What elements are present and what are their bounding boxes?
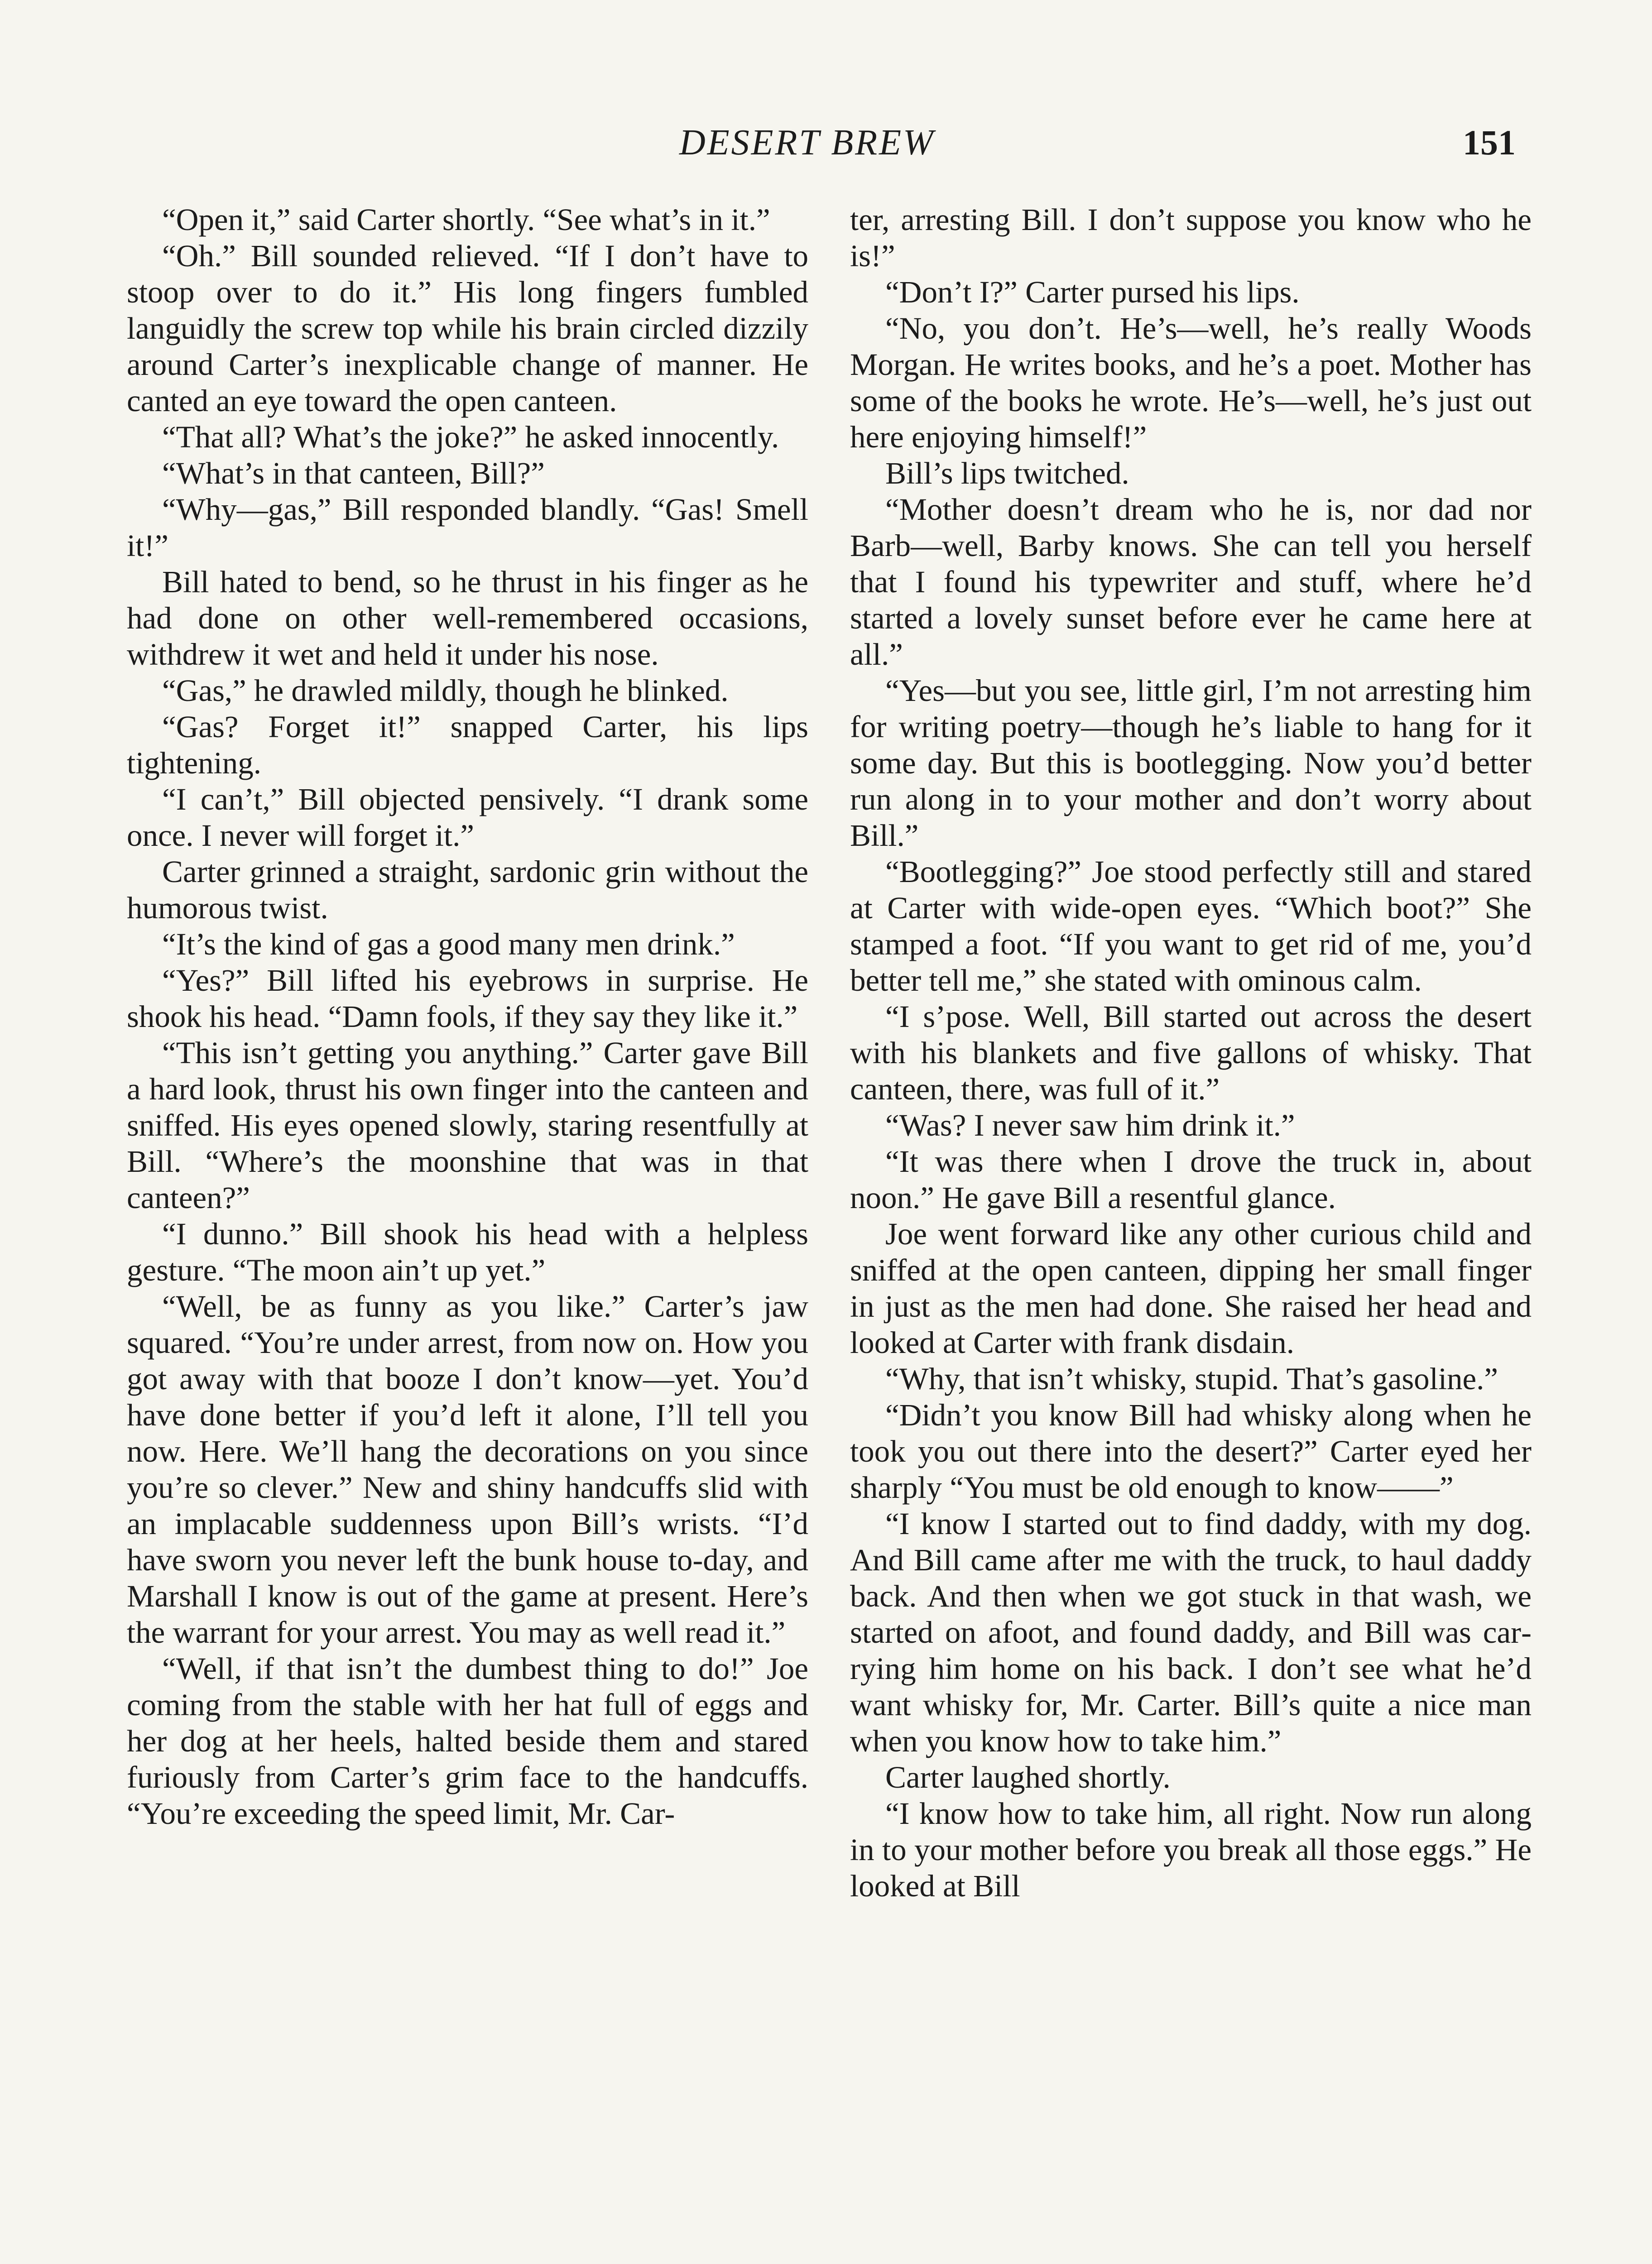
paragraph: ter, arresting Bill. I don’t suppose you know who he is!”	[850, 202, 1532, 273]
paragraph: “Yes—but you see, little girl, I’m not arresting him for writing poetry—though he’s liable to hang for it some day. But this is bootlegging. Now you’d better run along in to your mother and don’t worry about Bill.”	[850, 673, 1532, 853]
paragraph: “Bootlegging?” Joe stood perfectly still and stared at Carter with wide-open eyes. “Which boot?” She stamped a foot. “If you want to get rid of me, you’d better tell me,” she stated with ominous calm.	[850, 854, 1532, 998]
paragraph: “I can’t,” Bill objected pensively. “I drank some once. I never will forget it.”	[127, 782, 808, 853]
paragraph: “Open it,” said Carter shortly. “See what’s in it.”	[162, 202, 770, 237]
paragraph: “Why, that isn’t whisky, stupid. That’s gasoline.”	[885, 1362, 1498, 1396]
paragraph: “Didn’t you know Bill had whisky along when he took you out there into the desert?” Carter eyed her sharply “You must be old enough to know——”	[850, 1398, 1532, 1505]
page-header	[679, 122, 1313, 172]
right-text-column	[850, 201, 1532, 1904]
paragraph: Bill hated to bend, so he thrust in his finger as he had done on other well-remembered occasions, withdrew it wet and held it under his nose.	[127, 565, 808, 672]
paragraph: “It was there when I drove the truck in, about noon.” He gave Bill a resentful glance.	[850, 1144, 1532, 1215]
paragraph: “It’s the kind of gas a good many men drink.”	[162, 927, 735, 961]
paragraph: “Gas? Forget it!” snapped Carter, his lips tightening.	[127, 710, 808, 780]
running-title: DESERT BREW	[679, 123, 935, 163]
paragraph: “Mother doesn’t dream who he is, nor dad nor Barb—well, Barby knows. She can tell you herself that I found his typewriter and stuff, where he’d started a lovely sunset before ever he came here at all.”	[850, 492, 1532, 672]
left-text-column	[127, 201, 808, 1832]
paragraph: “No, you don’t. He’s—well, he’s really Woods Morgan. He writes books, and he’s a poet. Mother has some of the books he wrote. He’s—well, he’s just out here enjoying himself!”	[850, 311, 1532, 454]
paragraph: “What’s in that canteen, Bill?”	[162, 456, 545, 490]
paragraph: “Was? I never saw him drink it.”	[885, 1108, 1295, 1142]
paragraph: “Yes?” Bill lifted his eyebrows in surprise. He shook his head. “Damn fools, if they say they like it.”	[127, 963, 808, 1034]
paragraph: “Why—gas,” Bill responded blandly. “Gas! Smell it!”	[127, 492, 808, 563]
paragraph: “I know I started out to find daddy, with my dog. And Bill came after me with the truck, to haul daddy back. And then when we got stuck in that wash, we started on afoot, and found daddy, and Bill was carrying him home on his back. I don’t see what he’d want whisky for, Mr. Carter. Bill’s quite a nice man when you know how to take him.”	[850, 1506, 1532, 1758]
paragraph: “Well, if that isn’t the dumbest thing to do!” Joe coming from the stable with her hat full of eggs and her dog at her heels, halted beside them and stared furiously from Carter’s grim face to the handcuffs. “You’re exceeding the speed limit, Mr. Car-	[127, 1651, 808, 1831]
paragraph: Carter laughed shortly.	[885, 1760, 1171, 1794]
paragraph: “I dunno.” Bill shook his head with a helpless gesture. “The moon ain’t up yet.”	[127, 1217, 808, 1287]
paragraph: “I s’pose. Well, Bill started out across the desert with his blankets and five gallons of whisky. That canteen, there, was full of it.”	[850, 999, 1532, 1106]
paragraph: “Well, be as funny as you like.” Carter’s jaw squared. “You’re under arrest, from now on. How you got away with that booze I don’t know—yet. You’d have done better if you’d left it alone, I’ll tell you now. Here. We’ll hang the decorations on you since you’re so clever.” New and shiny handcuffs slid with an implacable suddenness upon Bill’s wrists. “I’d have sworn you never left the bunk house to-day, and Marshall I know is out of the game at present. Here’s the warrant for your arrest. You may as well read it.”	[127, 1289, 808, 1650]
paragraph: Carter grinned a straight, sardonic grin without the humorous twist.	[127, 854, 808, 925]
paragraph: “Oh.” Bill sounded relieved. “If I don’t have to stoop over to do it.” His long fingers fumbled languidly the screw top while his brain circled dizzily around Carter’s inexplicable change of manner. He canted an eye toward the open canteen.	[127, 239, 808, 418]
paragraph: Joe went forward like any other curious child and sniffed at the open canteen, dipping her small finger in just as the men had done. She raised her head and looked at Carter with frank disdain.	[850, 1217, 1532, 1360]
paragraph: Bill’s lips twitched.	[885, 456, 1129, 490]
paragraph: “I know how to take him, all right. Now run along in to your mother before you break all those eggs.” He looked at Bill	[850, 1796, 1532, 1903]
paragraph: “Don’t I?” Carter pursed his lips.	[885, 275, 1300, 309]
paragraph: “Gas,” he drawled mildly, though he blinked.	[162, 673, 729, 708]
paragraph: “This isn’t getting you anything.” Carter gave Bill a hard look, thrust his own finger into the canteen and sniffed. His eyes opened slowly, staring resentfully at Bill. “Where’s the moonshine that was in that canteen?”	[127, 1036, 808, 1215]
paragraph: “That all? What’s the joke?” he asked innocently.	[162, 420, 779, 454]
page-number: 151	[1463, 123, 1516, 162]
